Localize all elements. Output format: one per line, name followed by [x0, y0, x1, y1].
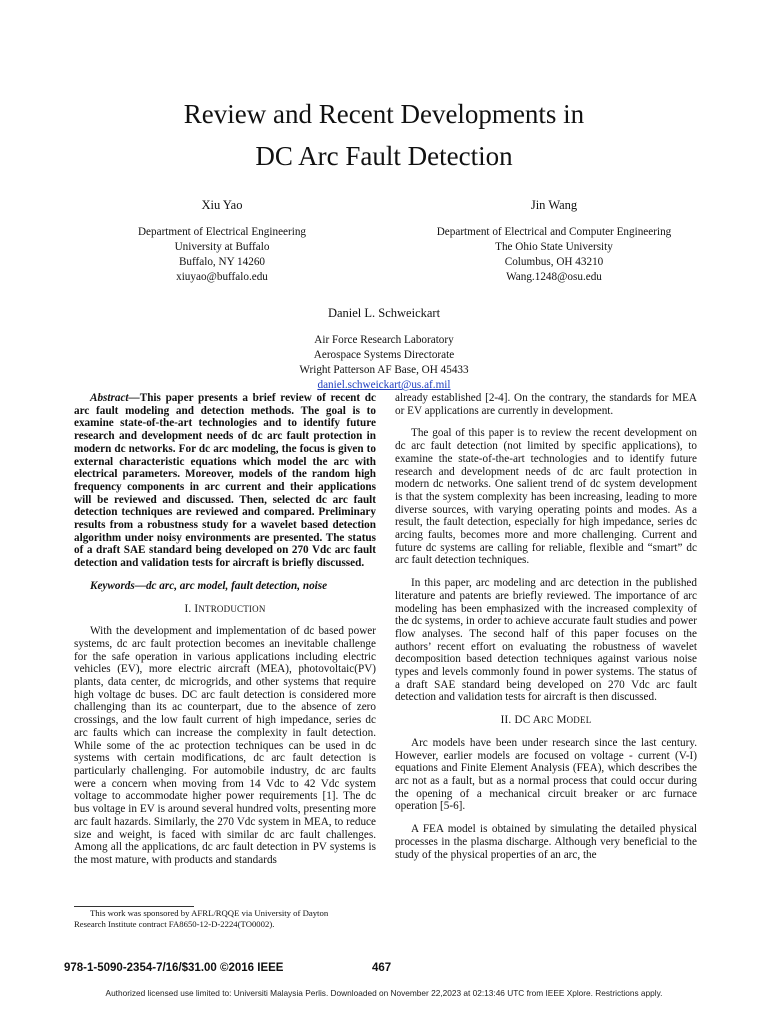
footnote-divider: [74, 906, 194, 907]
author-directorate: Aerospace Systems Directorate: [313, 349, 455, 361]
abstract: [74, 392, 376, 570]
author-block-1: [112, 198, 332, 285]
license-notice: Authorized licensed use limited to: Universiti Malaysia Perlis. Downloaded on November 22,2023 at 02:13:46 UTC from IEEE Xplore. Restrictions apply.: [105, 988, 663, 998]
abstract-lead: Abstract—: [90, 392, 140, 404]
section-number: I.: [184, 602, 192, 615]
footnote-line-2: Research Institute contract FA8650-12-D-2224(TO0002).: [74, 919, 275, 929]
section-title-part-b: RC: [541, 715, 554, 726]
abstract-text: This paper presents a brief review of recent dc arc fault modeling and detection methods. The goal is to examine state-of-the-art technologies and to identify future research and development needs of dc arc fault protection in modern dc networks. For dc arc modeling, the focus is given to external characteristic equations which model the arc with electrical parameters. Moreover, models of the random high frequency components in arc current and their applications will be reviewed and discussed. Then, selected dc arc fault detection techniques are reviewed and compared. Preliminary results from a robustness study for a wavelet based detection algorithm under noisy environments are presented. The status of a draft SAE standard being developed on 270 Vdc arc fault detection and validation tests for aircraft is briefly discussed.: [74, 392, 376, 570]
section-heading-introduction: [74, 603, 376, 616]
author-name: Xiu Yao: [201, 198, 243, 212]
keywords: Keywords—dc arc, arc model, fault detection, noise: [90, 579, 328, 592]
author-name: Jin Wang: [530, 198, 578, 212]
author-department: Department of Electrical and Computer Engineering: [436, 226, 672, 238]
paragraph-goal: The goal of this paper is to review the recent development on dc arc fault detection (not limited by specific applications), to examine the state-of-the-art technologies and to identify future research and development needs of dc arc fault protection in modern dc networks. One salient trend of dc system development is that the system complexity has been increasing, leading to more diverse sources, with varying operating points and modes. As a result, the fault detection, especially for high impedance, series dc arcing faults, becomes more and more challenging. Current and future dc systems are calling for reliable, flexible and “smart” dc arc fault detection techniques.: [395, 427, 697, 567]
section-title-part-c: M: [553, 714, 567, 727]
section-title-rest: NTRODUCTION: [198, 603, 266, 614]
footnote-line-1: This work was sponsored by AFRL/RQQE via University of Dayton: [90, 908, 329, 918]
section-number: II.: [500, 714, 512, 727]
author-address: Wright Patterson AF Base, OH 45433: [299, 364, 469, 376]
author-block-3: [234, 306, 534, 393]
section-title-part-a: DC A: [514, 714, 542, 727]
author-email: Wang.1248@osu.edu: [506, 271, 602, 283]
author-department: Air Force Research Laboratory: [314, 334, 454, 346]
author-institution: The Ohio State University: [495, 241, 613, 253]
section-title-first-letter: I: [194, 602, 199, 615]
author-address: Buffalo, NY 14260: [178, 256, 266, 268]
paragraph-arc-models: Arc models have been under research since the last century. However, earlier models are focused on voltage - current (V-I) equations and Finite Element Analysis (FEA), which describes the arc not as a fault, but as a normal process that could occur during the opening of a mechanical circuit breaker or arc furnace operation [5-6].: [395, 736, 697, 813]
author-department: Department of Electrical Engineering: [137, 226, 307, 238]
right-column: [395, 392, 697, 861]
author-address: Columbus, OH 43210: [504, 256, 604, 268]
author-institution: University at Buffalo: [174, 241, 270, 253]
author-email-link[interactable]: daniel.schweickart@us.af.mil: [317, 379, 451, 391]
section-title-part-d: ODEL: [566, 715, 592, 726]
author-name: Daniel L. Schweickart: [327, 306, 441, 320]
footnote: [74, 908, 374, 930]
left-column: [74, 392, 376, 867]
author-block-2: [404, 198, 704, 285]
paragraph-continued: already established [2-4]. On the contrary, the standards for MEA or EV applications are currently in development.: [395, 392, 697, 417]
paper-title: [0, 96, 768, 174]
footer-isbn: 978-1-5090-2354-7/16/$31.00 ©2016 IEEE: [64, 962, 284, 974]
section-heading-dc-arc-model: [395, 714, 697, 727]
page-number: 467: [372, 962, 392, 974]
title-line-2: DC Arc Fault Detection: [255, 141, 513, 171]
intro-paragraph: With the development and implementation of dc based power systems, dc arc fault protection becomes an inevitable challenge for the safe operation in various applications including electric vehicles (EV), more electric aircraft (MEA), photovoltaic(PV) plants, data center, dc microgrids, and other systems that require high voltage dc buses. DC arc fault detection is considered more challenging than its ac counterpart, due to the absence of zero crossings, and the low fault current of high impedance, series dc arc faults which can increase the complexity in fault detection. While some of the ac protection techniques can be used in dc systems with certain modifications, dc arc fault detection is particularly challenging. For automobile industry, dc arc faults were a concern when moving from 14 Vdc to 42 Vdc system voltage to accommodate higher power requirements [1]. The dc bus voltage in EV is around several hundred volts, presenting more arc fault hazards. Similarly, the 270 Vdc system in MEA, to reduce size and weight, is faced with similar dc arc fault challenges. Among all the applications, dc arc fault detection in PV systems is the most mature, with products and standards: [74, 625, 376, 866]
title-line-1: Review and Recent Developments in: [183, 99, 585, 129]
paragraph-fea-model: A FEA model is obtained by simulating the detailed physical processes in the plasma discharge. Although very beneficial to the study of the physical properties of an arc, the: [395, 823, 697, 861]
paragraph-scope: In this paper, arc modeling and arc detection in the published literature and patents are briefly reviewed. The importance of arc modeling has been emphasized with the increased complexity of the dc systems, in order to achieve accurate fault studies and power flow analyses. The second half of this paper focuses on the authors’ recent effort on evaluating the robustness of wavelet decomposition based detection techniques against various noise types and levels commonly found in power systems. The status of a draft SAE standard being developed on 270 Vdc arc fault detection and validation tests for aircraft is then discussed.: [395, 577, 697, 704]
author-email: xiuyao@buffalo.edu: [176, 271, 268, 283]
